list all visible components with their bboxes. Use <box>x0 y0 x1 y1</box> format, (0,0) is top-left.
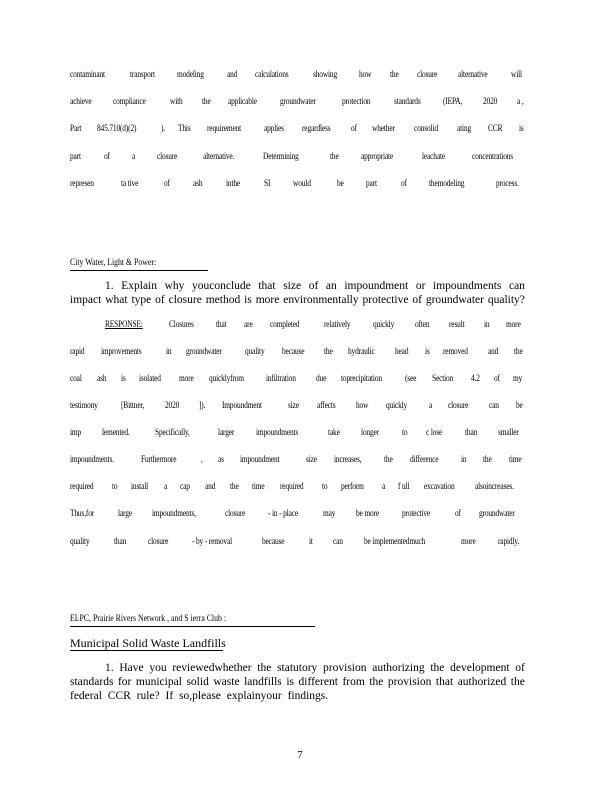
word: contaminant <box>70 70 105 80</box>
heading-underline <box>70 270 208 271</box>
word: quality <box>70 537 90 547</box>
word: part <box>70 152 81 162</box>
word: the <box>323 347 333 357</box>
word: showing <box>313 70 338 80</box>
word: 2020 <box>165 401 180 411</box>
heading-text: City Water, Light & Power: <box>70 258 157 268</box>
word: different <box>298 676 338 688</box>
text-line <box>70 97 525 107</box>
word: (IEPA, <box>442 97 463 107</box>
word: than <box>113 537 126 547</box>
word: how <box>355 401 368 411</box>
word: more <box>255 294 280 306</box>
word: the <box>513 347 523 357</box>
word: closure <box>168 294 202 306</box>
word: impact <box>70 294 102 306</box>
text-line <box>70 374 525 384</box>
word: longer <box>360 428 379 438</box>
word: be <box>336 179 344 189</box>
word: of <box>351 124 358 134</box>
word: impoundments <box>433 280 502 292</box>
page-number: 7 <box>297 749 303 761</box>
word: be more <box>355 509 379 519</box>
word: toprecipitation <box>340 374 382 384</box>
word: a , <box>516 97 524 107</box>
word: concentrations <box>472 152 514 162</box>
word: leachate <box>422 152 446 162</box>
response-label: RESPONSE: <box>105 320 143 330</box>
word: groundwater <box>425 294 484 306</box>
word: groundwater <box>479 509 515 519</box>
word: standards <box>393 97 421 107</box>
word: ta tive <box>121 179 139 189</box>
word: in <box>483 320 490 330</box>
word: f ull <box>397 482 410 492</box>
word: can <box>488 401 499 411</box>
word: head <box>394 347 408 357</box>
word: of <box>104 152 111 162</box>
word: standards <box>70 676 114 688</box>
word: result <box>448 320 465 330</box>
word: calculations <box>255 70 289 80</box>
word: a <box>164 482 168 492</box>
word: coal <box>70 374 82 384</box>
word: Part <box>70 124 82 134</box>
word: Furthermore <box>141 455 177 465</box>
word: applicable <box>228 97 257 107</box>
word: reviewedwhether <box>172 662 252 674</box>
word: take <box>327 428 340 438</box>
section-heading-cwlp <box>70 258 175 268</box>
word: more <box>178 374 194 384</box>
text-line <box>70 152 525 162</box>
word: improvements <box>101 347 142 357</box>
word: inthe <box>225 179 240 189</box>
word: lemented. <box>101 428 130 438</box>
word: the <box>201 97 211 107</box>
word: large <box>117 509 132 519</box>
text-line: federal CCR rule? If so,please explainyour findings. <box>70 690 329 702</box>
text-line <box>70 537 525 547</box>
word: whether <box>371 124 395 134</box>
word: 4.2 <box>470 374 480 384</box>
word: for <box>117 676 132 688</box>
word: is <box>424 347 430 357</box>
word: SI <box>264 179 271 189</box>
word: Have <box>119 662 144 674</box>
word: closure <box>225 509 246 519</box>
word: time <box>508 455 522 465</box>
word: alsoincreases. <box>475 482 514 492</box>
word: more <box>460 537 476 547</box>
word: quality <box>244 347 265 357</box>
word: quicklyfrom <box>209 374 245 384</box>
word: to <box>111 482 118 492</box>
word: authorizing <box>372 662 425 674</box>
word: you <box>149 662 167 674</box>
word: the <box>369 676 384 688</box>
word: and <box>226 70 237 80</box>
word: due <box>315 374 327 384</box>
text-line <box>105 662 525 674</box>
word: often <box>414 320 430 330</box>
word: c lose <box>426 428 443 438</box>
word: isolated <box>138 374 161 384</box>
word: of <box>155 294 165 306</box>
text-line <box>70 455 525 465</box>
word: to <box>322 482 328 492</box>
word: completed <box>270 320 300 330</box>
word: be implementedmuch <box>363 537 425 547</box>
word: represen <box>70 179 94 189</box>
word: of <box>493 374 500 384</box>
word: type <box>131 294 152 306</box>
word: quickly <box>372 320 394 330</box>
word: - in - place <box>268 509 299 519</box>
text-line <box>70 70 525 80</box>
word: quickly <box>386 401 408 411</box>
word: the <box>229 482 239 492</box>
word: development <box>450 662 510 674</box>
word: excavation <box>424 482 455 492</box>
word: the <box>510 676 525 688</box>
word: as <box>218 455 224 465</box>
text-line <box>70 124 525 134</box>
word: ). <box>160 124 165 134</box>
word: method <box>205 294 241 306</box>
word: ]). <box>198 401 205 411</box>
word: waste <box>213 676 240 688</box>
word: modeling <box>177 70 204 80</box>
word: can <box>332 537 343 547</box>
word: than <box>464 428 478 438</box>
word: are <box>244 320 253 330</box>
word: because <box>261 537 285 547</box>
word: Section <box>431 374 453 384</box>
word: smaller <box>498 428 520 438</box>
word: is <box>519 124 524 134</box>
word: impoundments <box>256 428 299 438</box>
word: hydraulic <box>347 347 375 357</box>
word: solid <box>186 676 209 688</box>
word: Explain <box>121 280 157 292</box>
word: (see <box>405 374 417 384</box>
word: cap <box>180 482 190 492</box>
word: appropriate <box>361 152 394 162</box>
word: or <box>415 280 426 292</box>
word: , <box>201 455 203 465</box>
text-line <box>70 482 525 492</box>
word: why <box>164 280 185 292</box>
word: is <box>244 294 252 306</box>
word: closure <box>447 401 468 411</box>
word: more <box>506 320 521 330</box>
word: of <box>412 294 422 306</box>
word: a <box>428 401 432 411</box>
word: of <box>308 280 319 292</box>
word: impoundment <box>240 455 280 465</box>
word: and <box>487 347 499 357</box>
word: imp <box>70 428 82 438</box>
word: CCR <box>487 124 503 134</box>
subheading-underline <box>70 650 223 651</box>
word: provision <box>323 662 367 674</box>
word: size <box>287 401 299 411</box>
word: to <box>401 428 408 438</box>
word: my <box>513 374 523 384</box>
word: Closures <box>168 320 194 330</box>
word: a <box>381 482 386 492</box>
word: Impoundment <box>221 401 262 411</box>
word: in <box>166 347 172 357</box>
word: increases, <box>334 455 362 465</box>
text-line <box>70 509 525 519</box>
word: an <box>325 280 337 292</box>
word: transport <box>129 70 155 80</box>
word: required <box>280 482 304 492</box>
word: size <box>305 455 317 465</box>
word: perform <box>340 482 364 492</box>
word: protection <box>341 97 371 107</box>
text-line <box>70 294 525 306</box>
word: ash <box>96 374 107 384</box>
word: relatively <box>323 320 350 330</box>
word: in <box>461 455 467 465</box>
word: rapid <box>70 347 85 357</box>
word: groundwater <box>185 347 222 357</box>
word: alternative. <box>203 152 235 162</box>
word: the <box>390 70 399 80</box>
word: 2020 <box>482 97 498 107</box>
text-line <box>70 428 525 438</box>
word: closure <box>416 70 437 80</box>
word: closure <box>147 537 168 547</box>
word: impoundments, <box>152 509 197 519</box>
word: a <box>132 152 136 162</box>
word: rapidly. <box>497 537 519 547</box>
word: is <box>286 676 294 688</box>
word: environmentally <box>283 294 359 306</box>
word: what <box>105 294 128 306</box>
word: the <box>430 662 445 674</box>
word: - by - removal <box>192 537 233 547</box>
word: of <box>164 179 171 189</box>
word: ating <box>457 124 472 134</box>
word: can <box>508 280 525 292</box>
text-line <box>70 401 525 411</box>
word: be <box>516 401 524 411</box>
word: because <box>282 347 305 357</box>
word: it <box>309 537 313 547</box>
word: quality? <box>487 294 525 306</box>
word: achieve <box>70 97 92 107</box>
word: will <box>510 70 522 80</box>
word: Specifically, <box>155 428 190 438</box>
word: process. <box>495 179 519 189</box>
word: closure <box>156 152 177 162</box>
word: requirement <box>207 124 242 134</box>
word: the <box>329 152 339 162</box>
subheading-msw-landfills: Municipal Solid Waste Landfills <box>70 636 226 650</box>
word: compliance <box>112 97 146 107</box>
word: and <box>204 482 215 492</box>
word: the <box>257 662 272 674</box>
word: of <box>401 179 407 189</box>
word: from <box>342 676 365 688</box>
word: the <box>483 455 492 465</box>
word: that <box>258 280 276 292</box>
word: of <box>515 662 525 674</box>
word: time <box>252 482 265 492</box>
word: groundwater <box>280 97 317 107</box>
word: alternative <box>457 70 488 80</box>
word: 1. <box>105 662 114 674</box>
text-line <box>70 179 525 189</box>
word: impoundments. <box>70 455 114 465</box>
section-heading-elpc <box>70 614 260 624</box>
word: that <box>435 676 454 688</box>
word: with <box>170 97 183 107</box>
word: [Bittner, <box>120 401 144 411</box>
word: protective <box>402 509 431 519</box>
word: testimony <box>70 401 98 411</box>
text-line <box>70 347 525 357</box>
text-line <box>70 676 525 688</box>
word: infiltration <box>265 374 296 384</box>
word: part <box>366 179 378 189</box>
word: larger <box>217 428 234 438</box>
word: required <box>70 482 94 492</box>
word: authorized <box>457 676 507 688</box>
word: This <box>178 124 191 134</box>
heading-text: ELPC, Prairie Rivers Network , and S ierra Club : <box>70 614 226 624</box>
word: municipal <box>135 676 182 688</box>
word: applies <box>263 124 284 134</box>
heading-underline <box>70 626 315 627</box>
word: Determining <box>263 152 300 162</box>
word: landfills <box>244 676 282 688</box>
word: install <box>130 482 148 492</box>
word: would <box>293 179 312 189</box>
word: consolid <box>413 124 438 134</box>
word: size <box>283 280 302 292</box>
word: may <box>323 509 336 519</box>
word: Thus,for <box>70 509 95 519</box>
word: provision <box>387 676 432 688</box>
word: youconclude <box>192 280 251 292</box>
word: statutory <box>277 662 318 674</box>
word: impoundment <box>344 280 409 292</box>
word: protective <box>362 294 409 306</box>
word: themodeling <box>429 179 465 189</box>
word: 845.710(d)(2) <box>97 124 137 134</box>
word: regardless <box>302 124 331 134</box>
word: ash <box>192 179 203 189</box>
word: that <box>215 320 227 330</box>
word: removed <box>443 347 469 357</box>
word: the <box>384 455 393 465</box>
word: of <box>454 509 461 519</box>
word: affects <box>316 401 336 411</box>
word: how <box>359 70 372 80</box>
text-line <box>105 320 525 330</box>
word: 1. <box>105 280 114 292</box>
word: is <box>120 374 126 384</box>
word: difference <box>410 455 439 465</box>
text-line <box>105 280 525 292</box>
